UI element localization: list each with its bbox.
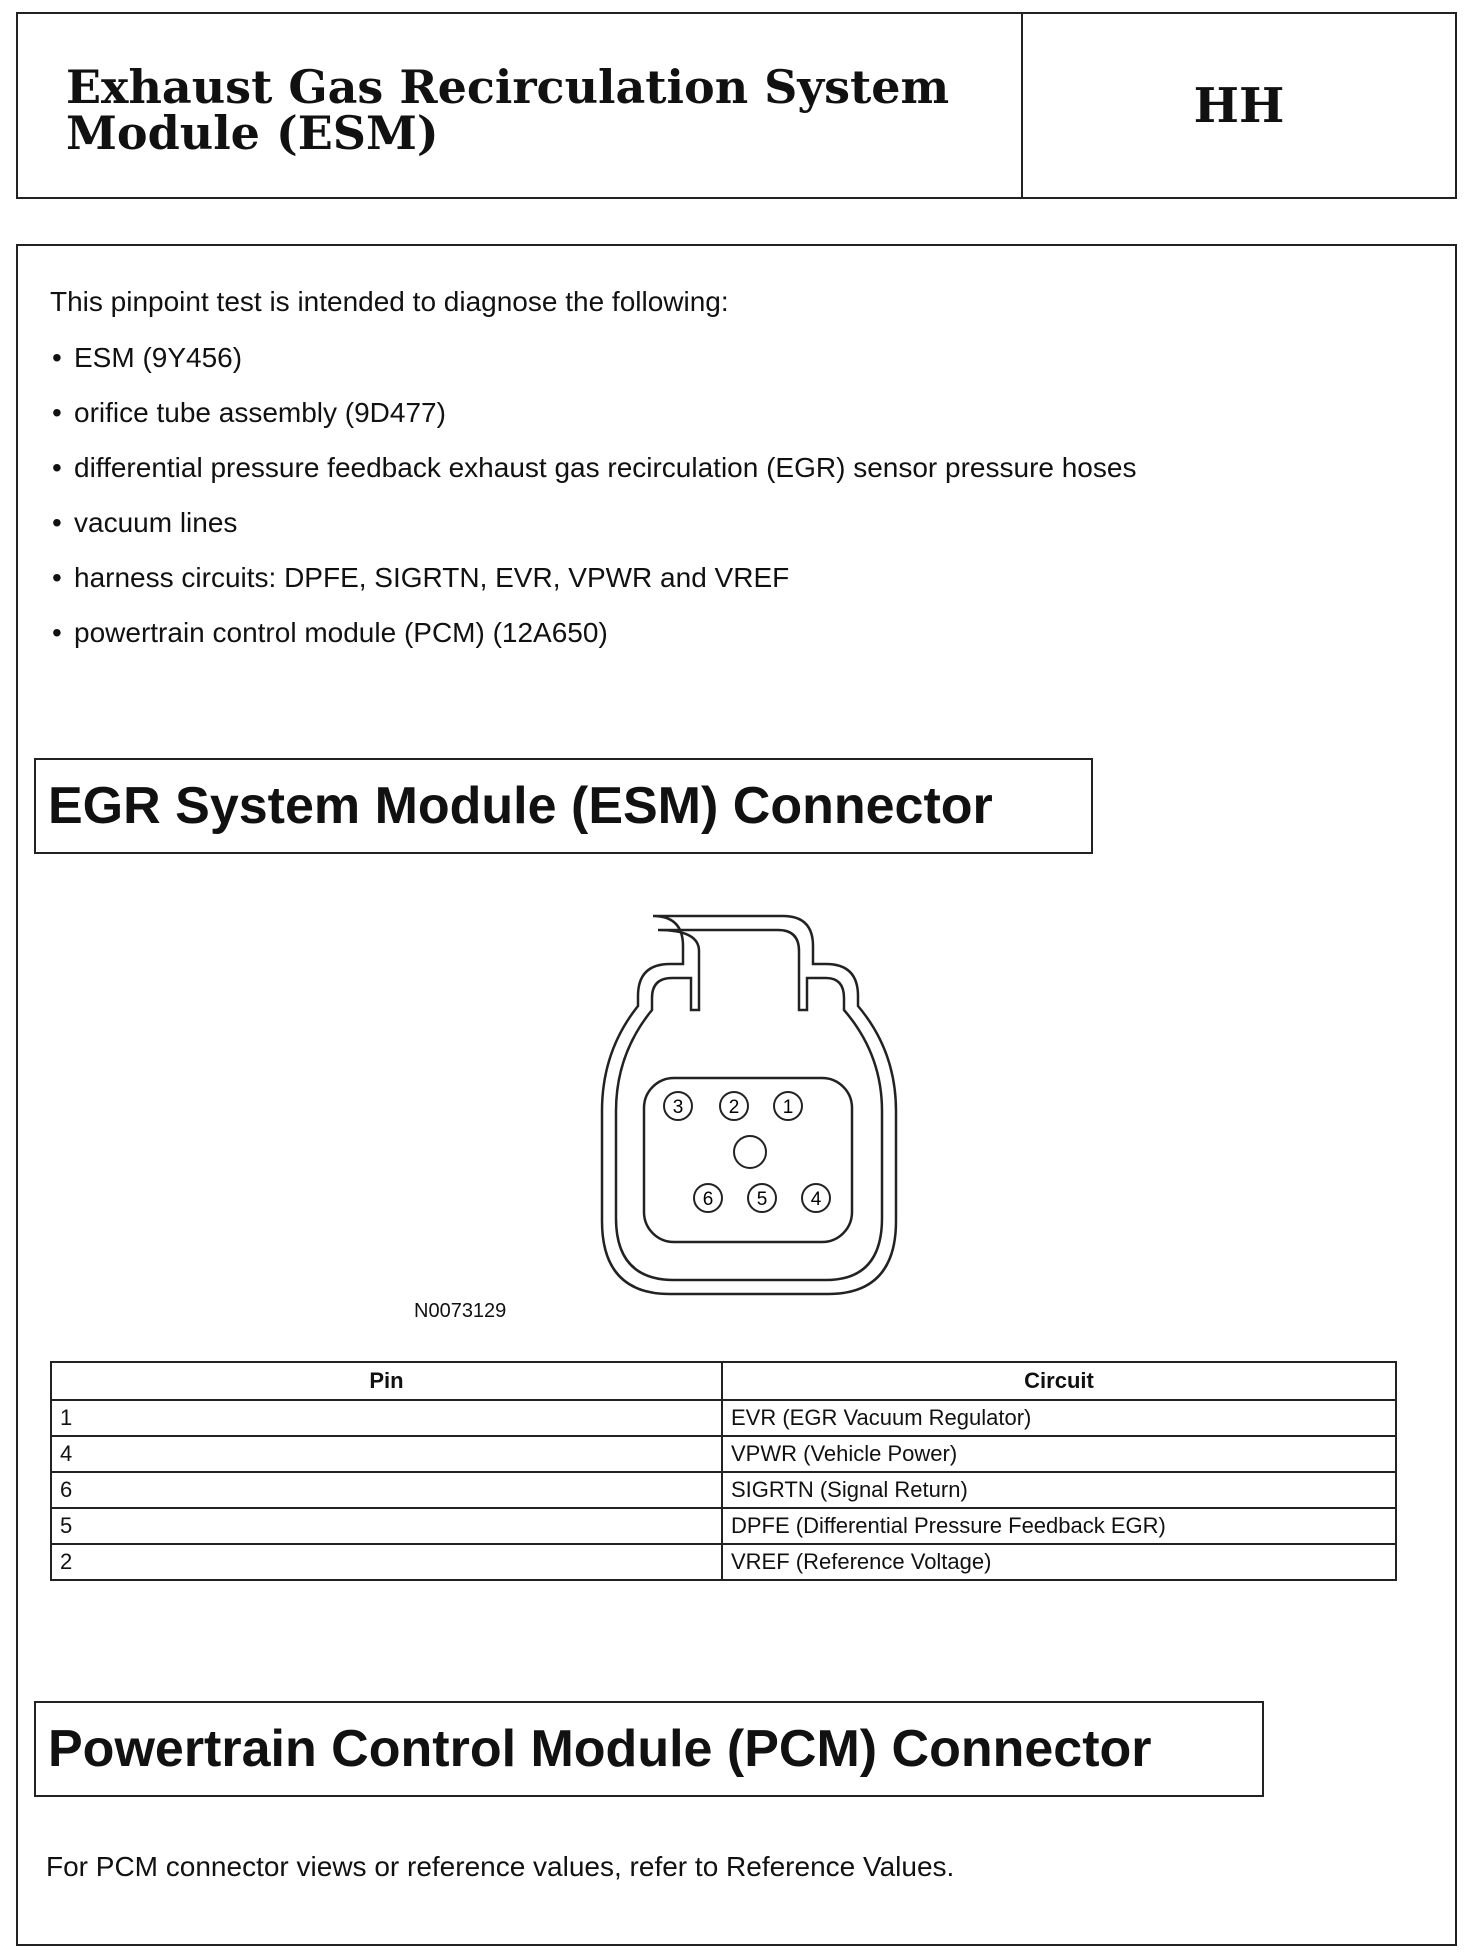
figure-id: N0073129 bbox=[414, 1300, 507, 1322]
circuit-cell: SIGRTN (Signal Return) bbox=[722, 1472, 1396, 1508]
center-key-circle bbox=[734, 1136, 766, 1168]
table-row bbox=[51, 1544, 1396, 1580]
pin-circuit-table bbox=[50, 1361, 1397, 1581]
circuit-cell: VREF (Reference Voltage) bbox=[722, 1544, 1396, 1580]
esm-connector-heading bbox=[34, 758, 1093, 854]
circuit-cell: EVR (EGR Vacuum Regulator) bbox=[722, 1400, 1396, 1436]
pin-cell: 1 bbox=[51, 1400, 722, 1436]
pin-cell: 6 bbox=[51, 1472, 722, 1508]
pcm-reference-note: For PCM connector views or reference values, refer to Reference Values. bbox=[46, 1851, 955, 1882]
pin-cell: 2 bbox=[51, 1544, 722, 1580]
pin-cell: 4 bbox=[51, 1436, 722, 1472]
pin-label: 5 bbox=[756, 1189, 768, 1210]
list-item: • harness circuits: DPFE, SIGRTN, EVR, VPWR and VREF bbox=[50, 562, 1136, 617]
pcm-heading-text: Powertrain Control Module (PCM) Connector bbox=[48, 1720, 1152, 1778]
table-row bbox=[51, 1472, 1396, 1508]
title-line-2: Module (ESM) bbox=[66, 106, 439, 160]
page-header bbox=[16, 12, 1457, 199]
pin-label: 2 bbox=[728, 1097, 740, 1118]
list-item: • ESM (9Y456) bbox=[50, 342, 1136, 397]
content-panel bbox=[16, 244, 1457, 1946]
table-header-row bbox=[51, 1362, 1396, 1400]
column-header-pin: Pin bbox=[51, 1362, 722, 1400]
list-item: • orifice tube assembly (9D477) bbox=[50, 397, 1136, 452]
list-item: • powertrain control module (PCM) (12A650) bbox=[50, 617, 1136, 672]
section-code: HH bbox=[1193, 77, 1285, 134]
table-row bbox=[51, 1508, 1396, 1544]
column-header-circuit: Circuit bbox=[722, 1362, 1396, 1400]
circuit-cell: VPWR (Vehicle Power) bbox=[722, 1436, 1396, 1472]
intro-text: This pinpoint test is intended to diagnose the following: bbox=[50, 286, 729, 317]
pin-label: 1 bbox=[782, 1097, 794, 1118]
circuit-cell: DPFE (Differential Pressure Feedback EGR) bbox=[722, 1508, 1396, 1544]
pin-label: 3 bbox=[672, 1097, 684, 1118]
diagnosis-list bbox=[50, 342, 1136, 672]
table-row bbox=[51, 1436, 1396, 1472]
esm-heading-text: EGR System Module (ESM) Connector bbox=[48, 777, 993, 835]
table-row bbox=[51, 1400, 1396, 1436]
page-title bbox=[18, 14, 1023, 197]
list-item: • vacuum lines bbox=[50, 507, 1136, 562]
pin-label: 4 bbox=[810, 1189, 822, 1210]
esm-connector-diagram bbox=[558, 906, 938, 1306]
pin-cell: 5 bbox=[51, 1508, 722, 1544]
pcm-connector-heading bbox=[34, 1701, 1264, 1797]
connector-inner-outline bbox=[616, 930, 882, 1280]
pin-label: 6 bbox=[702, 1189, 714, 1210]
title-line-1: Exhaust Gas Recirculation System bbox=[66, 60, 950, 114]
list-item: • differential pressure feedback exhaust gas recirculation (EGR) sensor pressure hoses bbox=[50, 452, 1136, 507]
